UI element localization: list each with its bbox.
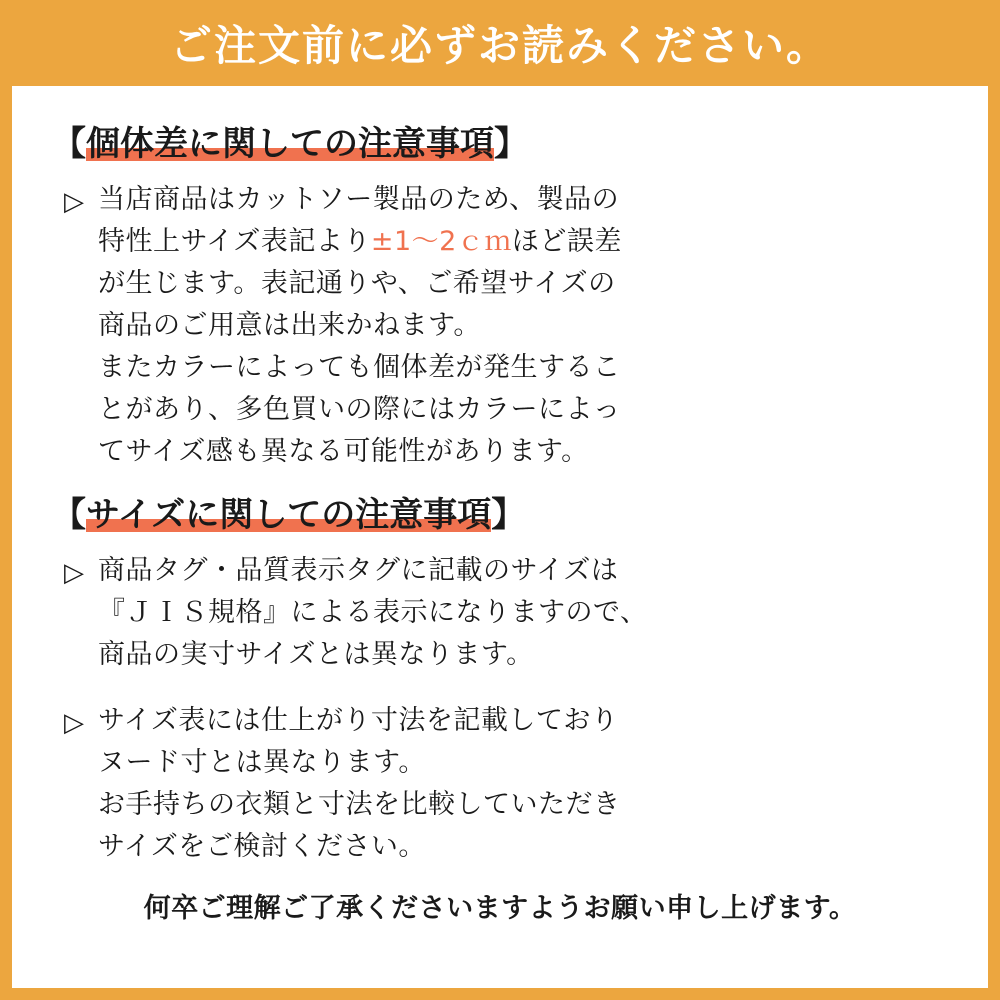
bullet-line [98,592,647,634]
spacer [46,686,954,700]
notice-card [12,86,988,988]
bullet-line [98,700,621,742]
bullet-line [98,347,622,389]
bullet-item [64,550,954,676]
bullet-item [64,700,954,868]
line-pre: 当店商品はカットソー製品のため、製品の [98,184,620,215]
bullet-text [98,179,622,473]
section-heading-text: 【サイズに関しての注意事項】 [52,495,526,535]
line-accent: ±1〜2ｃｍ [370,226,512,257]
line-pre: またカラーによっても個体差が発生するこ [98,352,621,383]
bullet-text [98,700,621,868]
bullet-line [98,634,647,676]
line-pre: 商品タグ・品質表示タグに記載のサイズは [98,555,619,586]
line-pre: サイズ表には仕上がり寸法を記載しており [98,705,619,736]
bullet-line [98,263,622,305]
line-pre: 特性上サイズ表記より [98,226,371,257]
section-size-notes [46,483,954,868]
bullet-line [98,431,622,473]
closing-message: 何卒ご理解ご了承くださいますようお願い申し上げます。 [143,893,857,924]
bullet-line [98,742,621,784]
banner-title [12,0,988,86]
bullet-line [98,305,622,347]
bullet-text [98,550,647,676]
line-pre: 商品のご用意は出来かねます。 [98,310,481,341]
triangle-bullet-icon: ▷ [64,558,84,588]
line-pre: とがあり、多色買いの際にはカラーによっ [98,394,621,425]
bullet-line [98,826,621,868]
line-pre: サイズをご検討ください。 [98,831,426,862]
section-heading-text: 【個体差に関しての注意事項】 [52,124,528,164]
triangle-bullet-icon: ▷ [64,187,84,217]
line-pre: が生じます。表記通りや、ご希望サイズの [98,268,616,299]
bullet-line [98,179,622,221]
line-pre: ヌード寸とは異なります。 [98,747,426,778]
line-post: ほど誤差 [511,226,622,257]
triangle-bullet-icon: ▷ [64,708,84,738]
bullet-line [98,221,622,263]
section-individual-variation [46,112,954,473]
line-pre: 商品の実寸サイズとは異なります。 [98,639,534,670]
line-pre: お手持ちの衣類と寸法を比較していただき [98,789,621,820]
section-heading [52,116,528,165]
bullet-item [64,179,954,473]
line-pre: 『ＪＩＳ規格』による表示になりますので、 [98,597,648,628]
bullet-line [98,784,621,826]
bullet-line [98,550,647,592]
line-pre: てサイズ感も異なる可能性があります。 [98,436,589,467]
banner-title-text: ご注文前に必ずお読みください。 [169,21,830,70]
bullet-line [98,389,622,431]
section-heading [52,487,525,536]
